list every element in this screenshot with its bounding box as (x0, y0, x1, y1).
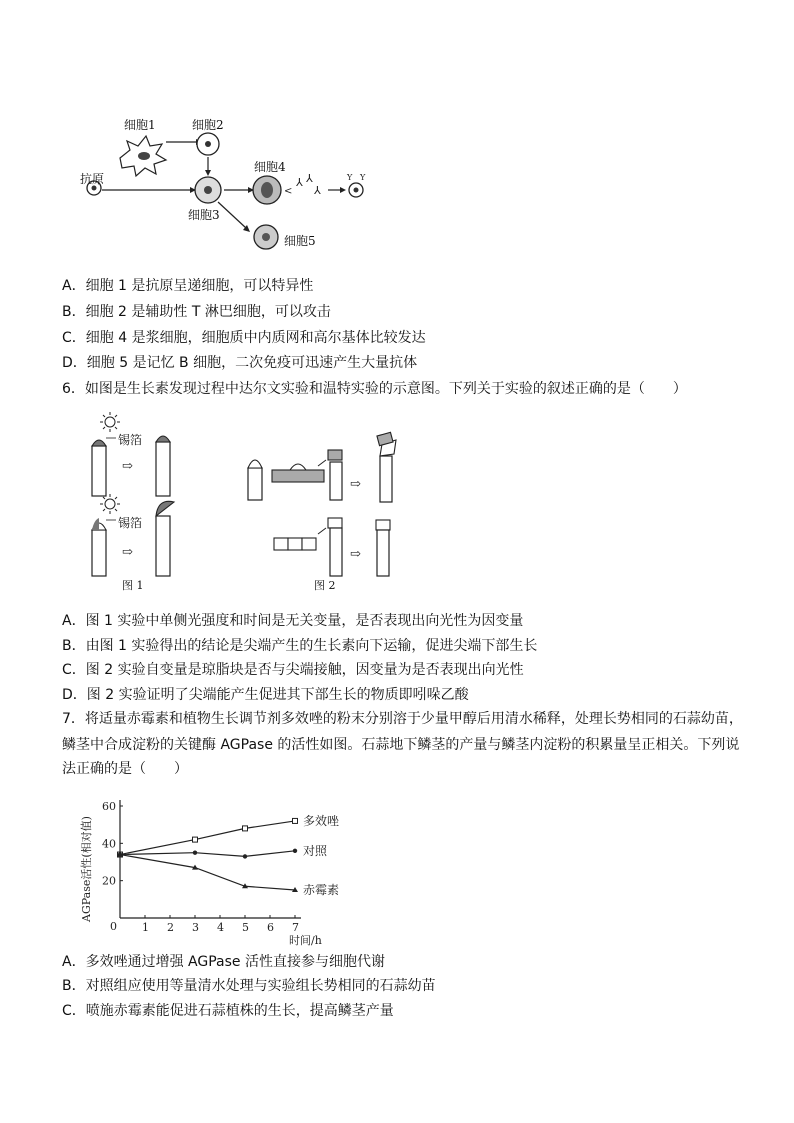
series-line-0 (120, 821, 295, 855)
x-tick-label: 6 (267, 921, 274, 934)
x-tick-label: 4 (217, 921, 224, 934)
q7-option-b: B．对照组应使用等量清水处理与实验组长势相同的石蒜幼苗 (62, 978, 436, 994)
data-point (243, 854, 247, 858)
x-tick-label: 7 (292, 921, 299, 934)
q5-option-b: B．细胞 2 是辅助性 T 淋巴细胞，可以攻击 (62, 304, 331, 320)
q5-option-c: C．细胞 4 是浆细胞，细胞质中内质网和高尔基体比较发达 (62, 330, 426, 346)
series-label: 多效唑 (303, 813, 340, 828)
data-point (193, 850, 197, 854)
label-cell3: 细胞3 (188, 208, 220, 222)
label-cell5: 细胞5 (284, 234, 316, 248)
label-cell1: 细胞1 (124, 118, 156, 132)
q6-stem: 6．如图是生长素发现过程中达尔文实验和温特实验的示意图。下列关于实验的叙述正确的是（ ） (62, 381, 687, 397)
sun-icon-2 (100, 494, 120, 514)
y-tick-label: 20 (102, 874, 116, 888)
series-line-1 (120, 851, 295, 857)
data-point (193, 837, 198, 842)
svg-text:⅄: ⅄ (306, 172, 313, 185)
q5-option-d: D．细胞 5 是记忆 B 细胞，二次免疫可迅速产生大量抗体 (62, 355, 418, 371)
q7-stem-line-1: 7．将适量赤霉素和植物生长调节剂多效唑的粉末分别溶于少量甲醇后用清水稀释，处理长势相同的石蒜幼苗， (62, 711, 743, 727)
x-tick-label: 2 (167, 921, 174, 934)
label-fig2: 图 2 (314, 579, 336, 592)
series-line-2 (120, 855, 295, 890)
x-tick-label: 1 (142, 921, 149, 934)
x-tick-label: 5 (242, 921, 249, 934)
q5-option-a: A．细胞 1 是抗原呈递细胞，可以特异性 (62, 278, 314, 294)
q7-option-c: C．喷施赤霉素能促进石蒜植株的生长，提高鳞茎产量 (62, 1003, 394, 1019)
label-fig1: 图 1 (122, 579, 144, 592)
q7-stem-line-3: 法正确的是（ ） (62, 761, 188, 777)
svg-text:⅄: ⅄ (314, 184, 321, 197)
data-point (243, 826, 248, 831)
q6-option-a: A．图 1 实验中单侧光强度和时间是无关变量，是否表现出向光性为因变量 (62, 613, 524, 629)
q6-option-c: C．图 2 实验自变量是琼脂块是否与尖端接触，因变量为是否表现出向光性 (62, 662, 524, 678)
origin-tick-label: 0 (110, 920, 117, 933)
label-antigen: 抗原 (80, 172, 105, 186)
y-tick-label: 60 (102, 800, 116, 813)
svg-text:⇨: ⇨ (122, 459, 133, 474)
label-cell4: 细胞4 (254, 160, 286, 174)
cell1-icon (120, 136, 166, 176)
svg-text:⇨: ⇨ (122, 545, 133, 560)
data-point (293, 818, 298, 823)
q7-stem-line-2: 鳞茎中合成淀粉的关键酶 AGPase 的活性如图。石蒜地下鳞茎的产量与鳞茎内淀粉的积累量呈正相关。下列说 (62, 737, 740, 753)
svg-text:<: < (284, 186, 293, 197)
label-foil-2: 锡箔 (118, 516, 143, 530)
svg-text:⅄: ⅄ (296, 176, 303, 189)
sun-icon (100, 412, 120, 432)
series-label: 赤霉素 (303, 883, 340, 897)
svg-text:⇨: ⇨ (350, 477, 361, 492)
svg-text:⇨: ⇨ (350, 547, 361, 562)
q7-option-a: A．多效唑通过增强 AGPase 活性直接参与细胞代谢 (62, 954, 385, 970)
label-cell2: 细胞2 (192, 118, 224, 132)
label-foil-1: 锡箔 (118, 433, 143, 447)
agpase-chart (70, 790, 340, 948)
y-tick-label: 40 (102, 837, 116, 851)
y-axis-label: AGPase活性(相对值) (80, 816, 93, 922)
q6-option-b: B．由图 1 实验得出的结论是尖端产生的生长素向下运输，促进尖端下部生长 (62, 638, 538, 654)
svg-text:Y: Y (360, 173, 366, 182)
q6-option-d: D．图 2 实验证明了尖端能产生促进其下部生长的物质即吲哚乙酸 (62, 687, 469, 703)
data-point (293, 849, 297, 853)
x-tick-label: 3 (192, 921, 199, 934)
svg-text:Y: Y (347, 173, 353, 182)
series-label: 对照 (303, 843, 328, 858)
x-axis-label: 时间/h (289, 934, 322, 947)
